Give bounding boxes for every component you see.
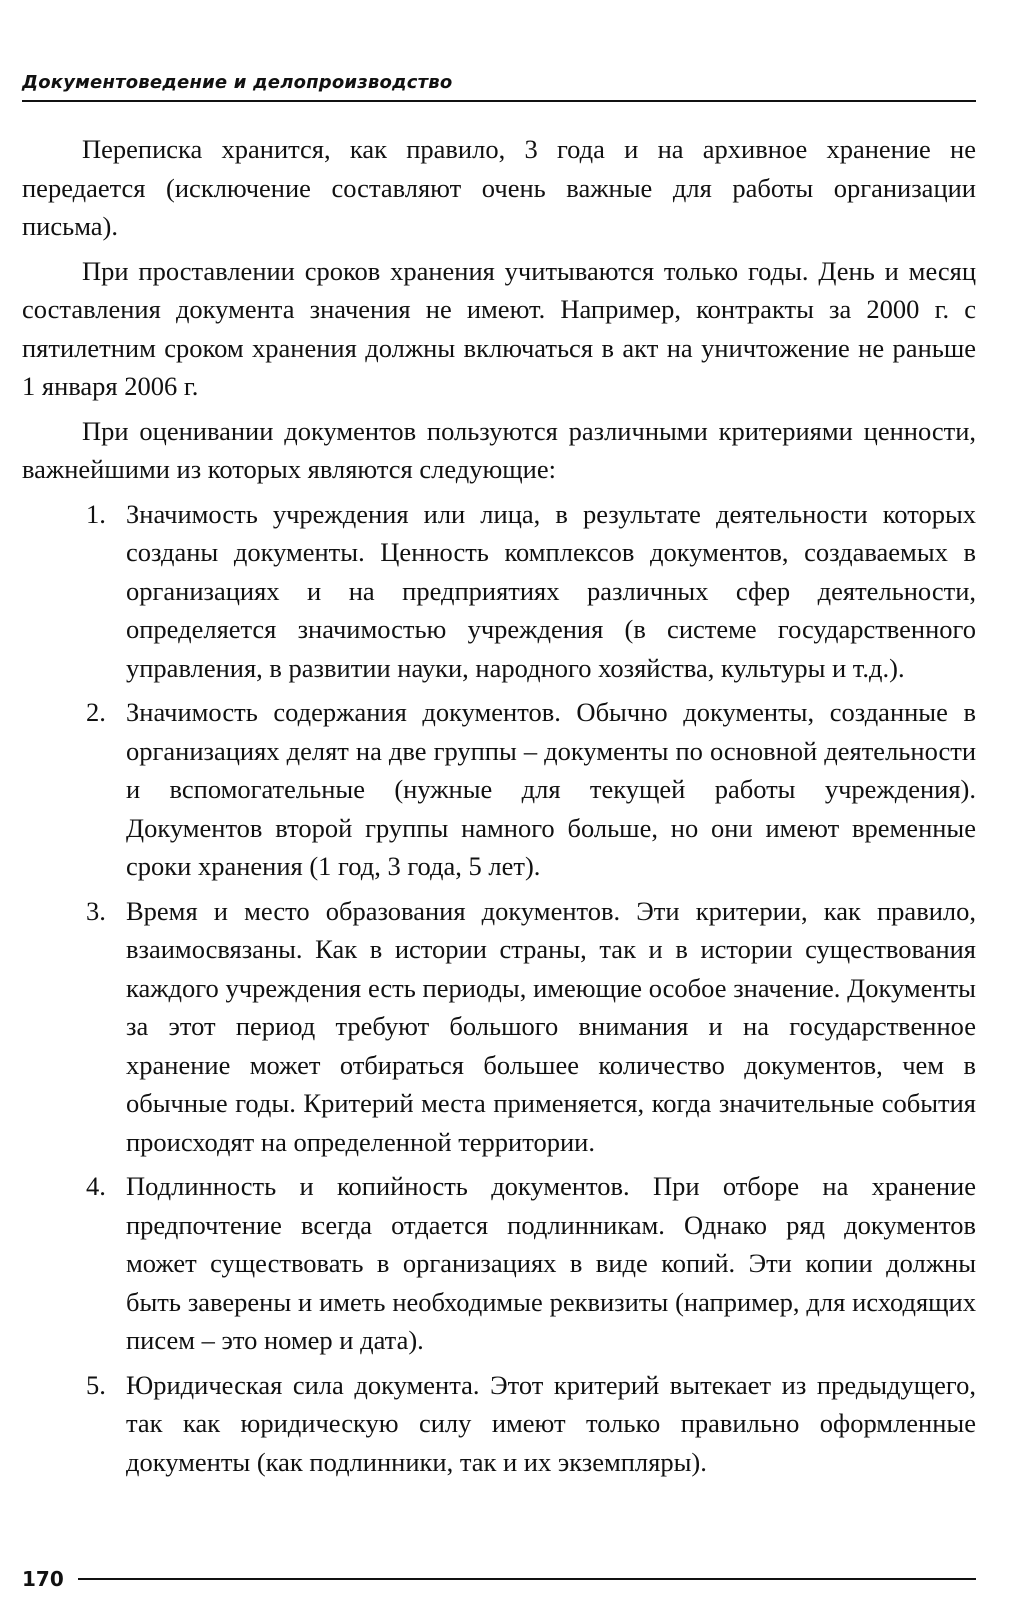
page-number: 170 xyxy=(22,1567,64,1591)
list-item xyxy=(22,1366,976,1482)
body-text xyxy=(22,130,976,1487)
list-item-number: 2. xyxy=(86,697,106,727)
page-footer xyxy=(22,1568,976,1590)
running-header: Документоведение и делопроизводство xyxy=(22,72,976,102)
footer-rule xyxy=(78,1578,976,1580)
list-item-number: 1. xyxy=(86,498,106,529)
list-item-text: Значимость содержания документов. Обычно документы, созданные в организациях делят на две группы – документы по основной деятельности и вспомогательные (нужные для текущей работы учреждения). Документов второй группы намного больше, но они имеют временные сроки хранения (1 год, 3 года, 5 лет). xyxy=(126,697,976,881)
list-item-text: Юридическая сила документа. Этот критерий вытекает из предыдущего, так как юридическую силу имеют только правильно оформленные документы (как подлинники, так и их экземпляры). xyxy=(126,1369,976,1477)
list-item xyxy=(22,495,976,688)
list-item-text: Подлинность и копийность документов. При отборе на хранение предпочтение всегда отдается подлинникам. Однако ряд документов может существовать в организациях в виде копий. Эти копии должны быть заверены и иметь необходимые реквизиты (например, для исходящих писем – это номер и дата). xyxy=(126,1171,976,1355)
list-item xyxy=(22,693,976,886)
paragraph-storage-terms: При проставлении сроков хранения учитываются только годы. День и месяц составления документа значения не имеют. Например, контракты за 2000 г. с пятилетним сроком хранения должны включаться в акт на уничтожение не раньше 1 января 2006 г. xyxy=(22,255,976,401)
paragraph-value-criteria-intro: При оценивании документов пользуются различными критериями ценности, важнейшими из которых являются следующие: xyxy=(22,415,976,484)
paragraph-correspondence-storage: Переписка хранится, как правило, 3 года и на архивное хранение не передается (исключение составляют очень важные для работы организации письма). xyxy=(22,134,976,241)
list-item xyxy=(22,1167,976,1360)
list-item-text: Значимость учреждения или лица, в результате деятельности которых созданы документы. Ценность комплексов документов, создаваемых в организациях и на предприятиях различных сфер деятельности, определяется значимостью учреждения (в системе государственного управления, в развитии науки, народного хозяйства, культуры и т.д.). xyxy=(126,498,976,683)
list-item-number: 3. xyxy=(86,895,106,926)
list-item xyxy=(22,892,976,1162)
list-item-number: 5. xyxy=(86,1369,106,1400)
list-item-text: Время и место образования документов. Эти критерии, как правило, взаимосвязаны. Как в истории страны, так и в истории существования каждого учреждения есть периоды, имеющие особое значение. Документы за этот период требуют большого внимания и на государственное хранение может отбираться большее количество документов, чем в обычные годы. Критерий места применяется, когда значительные события происходят на определенной территории. xyxy=(126,895,976,1157)
list-item-number: 4. xyxy=(86,1171,106,1201)
value-criteria-list xyxy=(22,495,976,1482)
